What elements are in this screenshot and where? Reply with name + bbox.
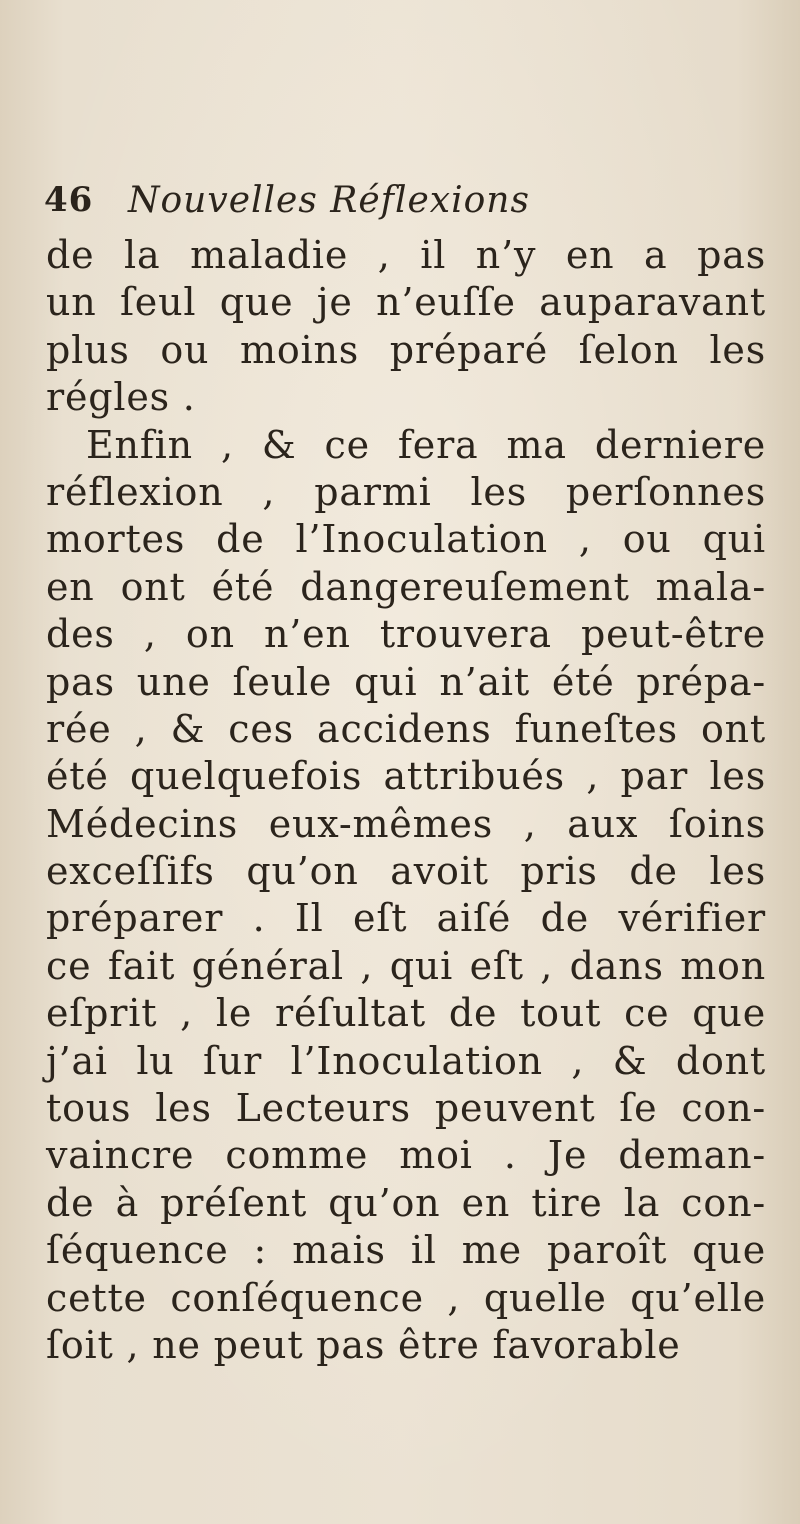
text-line: vaincre comme moi . Je deman- <box>46 1133 766 1178</box>
text-line: j’ai lu ſur l’Inoculation , & dont <box>46 1038 766 1083</box>
text-line: pas une ſeule qui n’ait été prépa- <box>46 659 766 704</box>
text-line: ce fait général , qui eſt , dans mon <box>46 943 766 988</box>
text-line: préparer . Il eſt aiſé de vérifier <box>46 896 766 941</box>
text-line: eſprit , le réſultat de tout ce que <box>46 991 766 1036</box>
text-line: un ſeul que je n’euſſe auparavant <box>46 280 766 325</box>
text-line: ſéquence : mais il me paroît que <box>46 1228 766 1273</box>
text-line: ſoit , ne peut pas être favorable <box>46 1322 681 1367</box>
body-text <box>46 232 766 1369</box>
text-line: de la maladie , il n’y en a pas <box>46 233 766 277</box>
text-line: rée , & ces accidens funeſtes ont <box>46 706 766 751</box>
running-head <box>0 180 800 230</box>
text-line: exceſſifs qu’on avoit pris de les <box>46 849 766 894</box>
text-line: cette conſéquence , quelle qu’elle <box>46 1275 766 1320</box>
text-line: Médecins eux-mêmes , aux ſoins <box>46 801 766 846</box>
text-line: été quelquefois attribués , par les <box>46 754 766 799</box>
text-line: Enfin , & ce fera ma derniere <box>86 422 766 467</box>
text-line: plus ou moins préparé ſelon les <box>46 327 766 372</box>
text-line: tous les Lecteurs peuvent ſe con- <box>46 1086 766 1131</box>
text-line: des , on n’en trouvera peut-être <box>46 612 766 657</box>
text-line: réflexion , parmi les perſonnes <box>46 469 766 514</box>
page-number: 46 <box>44 180 94 220</box>
text-line: en ont été dangereuſement mala- <box>46 564 766 609</box>
text-line: mortes de l’Inoculation , ou qui <box>46 517 766 562</box>
text-line: régles . <box>46 375 196 420</box>
text-line: de à préſent qu’on en tire la con- <box>46 1180 766 1225</box>
running-title: Nouvelles Réflexions <box>128 180 530 221</box>
